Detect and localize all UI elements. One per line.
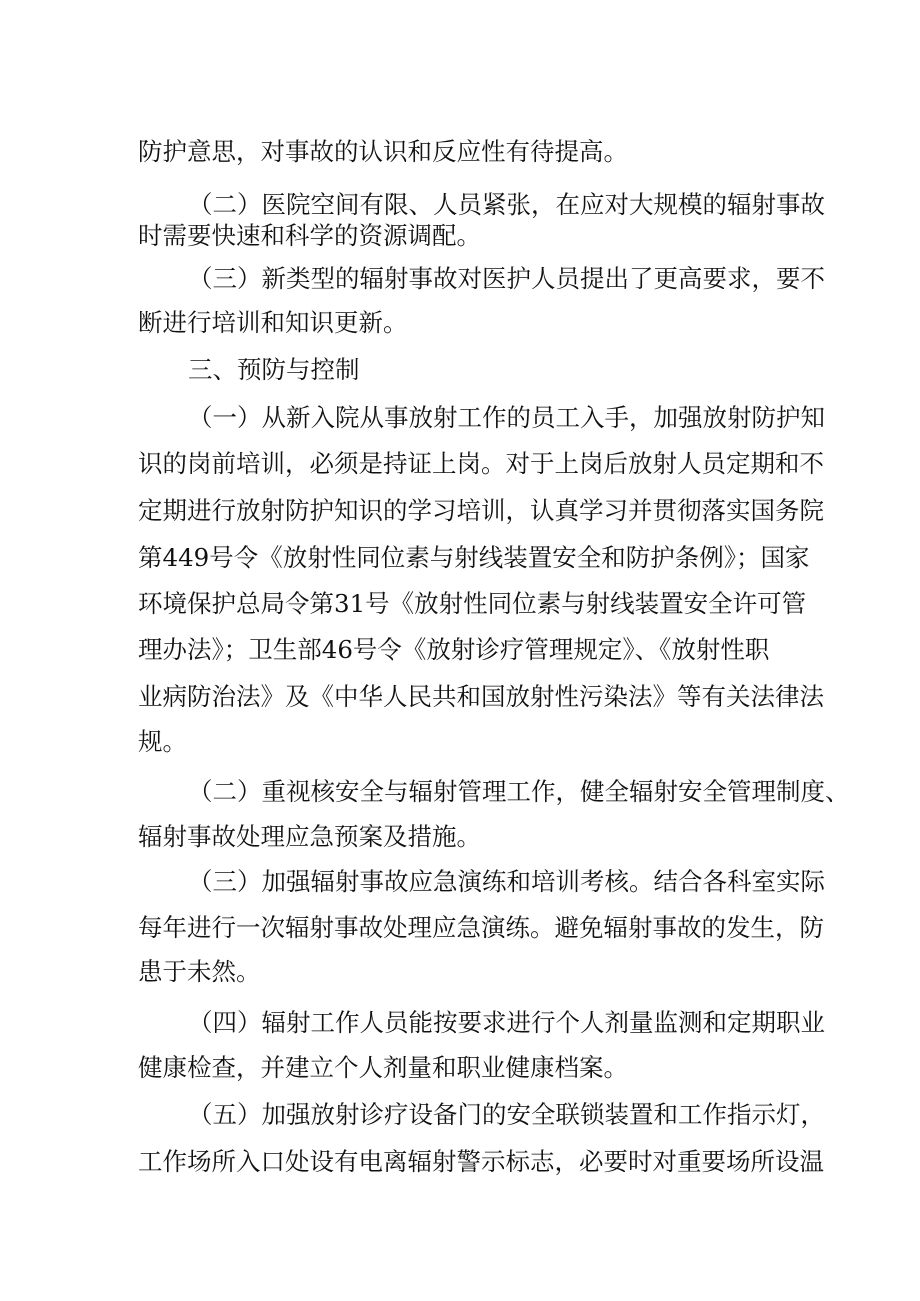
paragraph-start: （三）加强辐射事故应急演练和培训考核。结合各科室实际 — [188, 867, 825, 896]
text-line: 规。 — [138, 727, 187, 756]
text-line: 断进行培训和知识更新。 — [138, 308, 408, 337]
text-line: 辐射事故处理应急预案及措施。 — [138, 822, 481, 851]
text-line: 第449号令《放射性同位素与射线装置安全和防护条例》；国家 — [138, 543, 810, 572]
text-line: 理办法》；卫生部46号令《放射诊疗管理规定》、《放射性职 — [138, 635, 770, 664]
paragraph-start: （三）新类型的辐射事故对医护人员提出了更高要求，要不 — [188, 264, 825, 293]
text-line: 环境保护总局令第31号《放射性同位素与射线装置安全许可管 — [138, 589, 807, 618]
text-line: 健康检查，并建立个人剂量和职业健康档案。 — [138, 1053, 628, 1082]
paragraph-start: （二）重视核安全与辐射管理工作，健全辐射安全管理制度、 — [188, 777, 850, 806]
paragraph-start: （五）加强放射诊疗设备门的安全联锁装置和工作指示灯， — [188, 1100, 825, 1129]
text-line: 每年进行一次辐射事故处理应急演练。避免辐射事故的发生，防 — [138, 913, 824, 942]
text-line: 工作场所入口处设有电离辐射警示标志，必要时对重要场所设温 — [138, 1147, 824, 1176]
text-line: 防护意思，对事故的认识和反应性有待提高。 — [138, 137, 628, 166]
paragraph-start: （一）从新入院从事放射工作的员工入手，加强放射防护知 — [188, 403, 825, 432]
text-line: 时需要快速和科学的资源调配。 — [138, 221, 481, 250]
text-line: 业病防治法》及《中华人民共和国放射性污染法》等有关法律法 — [138, 682, 824, 711]
text-line: 识的岗前培训，必须是持证上岗。对于上岗后放射人员定期和不 — [138, 449, 824, 478]
paragraph-start: （四）辐射工作人员能按要求进行个人剂量监测和定期职业 — [188, 1008, 825, 1037]
paragraph-start: （二）医院空间有限、人员紧张，在应对大规模的辐射事故 — [188, 190, 825, 219]
section-heading: 三、预防与控制 — [188, 355, 360, 384]
text-line: 定期进行放射防护知识的学习培训，认真学习并贯彻落实国务院 — [138, 496, 824, 525]
text-line: 患于未然。 — [138, 957, 261, 986]
